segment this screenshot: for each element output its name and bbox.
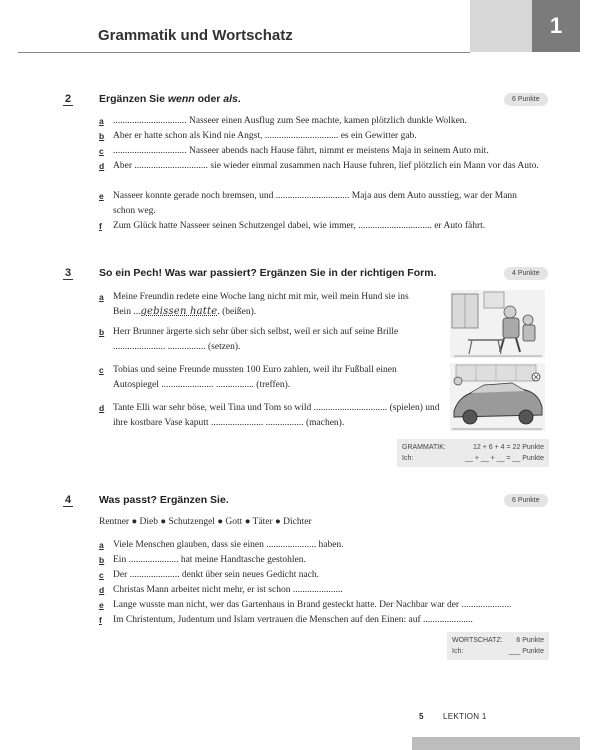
- exercise-3-number: 3: [64, 267, 72, 279]
- exercise-2-item-f: [99, 219, 539, 234]
- exercise-4-item-c: [99, 568, 549, 583]
- word-bank: Rentner ● Dieb ● Schutzengel ● Gott ● Täter ● Dichter: [99, 517, 312, 527]
- illustration-man-on-glasses: [450, 290, 545, 358]
- exercise-3-item-c: [99, 363, 444, 392]
- exercise-4-number: 4: [64, 494, 72, 506]
- item-text[interactable]: ............................... Nasseer einen Ausflug zum See machte, kamen plötzlich dunkle Wolken.: [113, 116, 467, 126]
- item-letter: d: [99, 585, 105, 595]
- item-text[interactable]: Aber er hatte schon als Kind nie Angst, ............................... es ein Gewitter gab.: [113, 131, 417, 141]
- item-letter: b: [99, 131, 105, 141]
- item-text[interactable]: Aber ............................... sie wieder einmal zusammen nach Hause fuhren, lief plötzlich ein Mann vor das Auto.: [113, 161, 539, 171]
- exercise-4-item-d: [99, 583, 549, 598]
- item-text[interactable]: Herr Brunner ärgerte sich sehr über sich selbst, weil er sich auf seine Brille ...................... ................ (setzen).: [113, 327, 399, 352]
- item-letter: c: [99, 570, 104, 580]
- item-letter: a: [99, 292, 104, 302]
- lesson-label: LEKTION 1: [443, 712, 487, 721]
- exercise-2-title: Ergänzen Sie wenn oder als.: [99, 93, 241, 105]
- page-title: Grammatik und Wortschatz: [98, 27, 293, 44]
- exercise-2-item-e: [99, 189, 539, 218]
- exercise-3-item-a: [99, 290, 444, 319]
- vocabulary-score-box: [447, 632, 549, 660]
- grammar-score-box: [397, 439, 549, 467]
- score-value: 12 + 6 + 4 = 22 Punkte: [472, 444, 544, 451]
- item-letter: c: [99, 146, 104, 156]
- exercise-3-item-b: [99, 325, 444, 354]
- exercise-2-item-b: [99, 129, 539, 144]
- item-letter: d: [99, 161, 105, 171]
- page-number: 5: [419, 712, 424, 721]
- exercise-4-item-a: [99, 538, 549, 553]
- exercise-4-points: 6 Punkte: [504, 494, 548, 507]
- exercise-3-points: 4 Punkte: [504, 267, 548, 280]
- item-letter: e: [99, 191, 104, 201]
- item-letter: d: [99, 403, 105, 413]
- item-text[interactable]: Christas Mann arbeitet nicht mehr, er ist schon .....................: [113, 585, 343, 595]
- item-text[interactable]: Zum Glück hatte Nasseer seinen Schutzengel dabei, wie immer, ............................... er Auto fährt.: [113, 221, 486, 231]
- exercise-2-item-d: [99, 159, 539, 174]
- score-label: GRAMMATIK:: [402, 444, 446, 451]
- self-score-value: __ + __ + __ = __ Punkte: [465, 455, 544, 462]
- exercise-2-item-c: [99, 144, 539, 159]
- chapter-number: 1: [532, 0, 580, 52]
- exercise-4-item-b: [99, 553, 549, 568]
- item-text[interactable]: Tobias und seine Freunde mussten 100 Euro zahlen, weil ihr Fußball einen Autospiegel ...................... ................ (treffen).: [113, 365, 397, 390]
- item-text[interactable]: Im Christentum, Judentum und Islam vertrauen die Menschen auf den Einen: auf .....................: [113, 615, 473, 625]
- item-suffix: . (beißen).: [217, 306, 257, 317]
- item-letter: b: [99, 555, 105, 565]
- item-text[interactable]: Der ..................... denkt über sein neues Gedicht nach.: [113, 570, 320, 580]
- self-score-label: Ich:: [402, 455, 414, 462]
- exercise-3-item-d: [99, 401, 444, 430]
- self-score-value: ___ Punkte: [508, 648, 544, 655]
- exercise-3-title: So ein Pech! Was war passiert? Ergänzen Sie in der richtigen Form.: [99, 267, 437, 279]
- illustration-car-mirror: [450, 363, 545, 431]
- item-text[interactable]: Lange wusste man nicht, wer das Gartenhaus in Brand gesteckt hatte. Der Nachbar war der .....................: [113, 600, 512, 610]
- item-line: Meine Freundin redete eine Woche lang nicht mit mir, weil mein Hund sie ins: [113, 292, 409, 302]
- item-text[interactable]: Viele Menschen glauben, dass sie einen ..................... haben.: [113, 540, 344, 550]
- item-prefix: Bein ...: [113, 306, 141, 317]
- exercise-2-number: 2: [64, 93, 72, 105]
- item-letter: b: [99, 327, 105, 337]
- score-value: 6 Punkte: [516, 637, 544, 644]
- header-divider: [18, 52, 470, 53]
- exercise-2-item-a: [99, 114, 539, 129]
- handwritten-answer: gebissen hatte: [140, 305, 218, 317]
- self-score-label: Ich:: [452, 648, 464, 655]
- item-text[interactable]: Tante Elli war sehr böse, weil Tina und Tom so wild ............................... (spielen) und ihre kostbare Vase kaputt ...................... ................ (machen).: [113, 403, 440, 428]
- exercise-2-points: 6 Punkte: [504, 93, 548, 106]
- item-letter: a: [99, 116, 104, 126]
- item-letter: c: [99, 365, 104, 375]
- item-text[interactable]: Nasseer konnte gerade noch bremsen, und ............................... Maja aus dem Auto ausstieg, war der Mann schon weg.: [113, 191, 517, 216]
- item-text: [113, 290, 444, 319]
- item-letter: e: [99, 600, 104, 610]
- score-label: WORTSCHATZ:: [452, 637, 503, 644]
- item-letter: a: [99, 540, 104, 550]
- exercise-4-item-e: [99, 598, 559, 613]
- item-letter: f: [99, 615, 102, 625]
- exercise-4-title: Was passt? Ergänzen Sie.: [99, 494, 229, 506]
- exercise-4-item-f: [99, 613, 559, 628]
- footer-bar: [412, 737, 580, 750]
- item-letter: f: [99, 221, 102, 231]
- header-bar: [470, 0, 532, 52]
- item-text[interactable]: ............................... Nasseer abends nach Hause fährt, nimmt er meistens Maja in seinem Auto mit.: [113, 146, 489, 156]
- item-text[interactable]: Ein ..................... hat meine Handtasche gestohlen.: [113, 555, 306, 565]
